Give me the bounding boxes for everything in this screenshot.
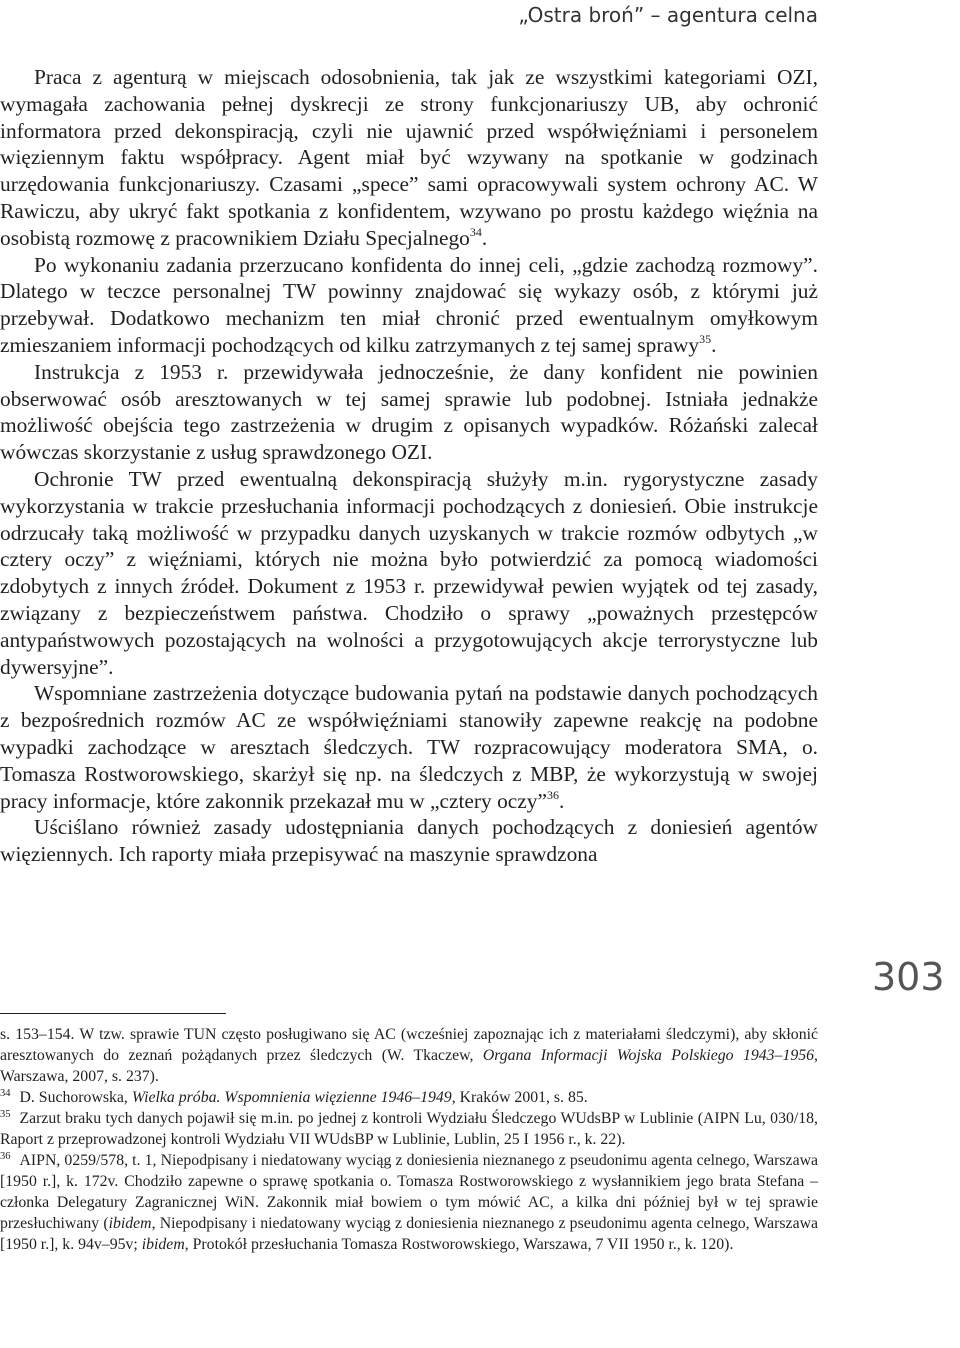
paragraph: Instrukcja z 1953 r. przewidywała jednocześnie, że dany konfident nie powinien obserwować osób aresztowanych w tej samej sprawie lub podobnej. Istniała jednakże możliwość obejścia tego zastrzeżenia w drugim z opisanych wypadków. Różański zalecał wówczas skorzystanie z usług sprawdzonego OZI. [0, 359, 818, 465]
footnote-ref[interactable]: 35 [699, 331, 712, 346]
footnote-number: 36 [0, 1151, 11, 1162]
footnote-number: 35 [0, 1109, 11, 1120]
footnote-35: $^{35}$ Zarzut braku tych danych pojawił się m.in. po jednej z kontroli Wydziału Śledczego WUdsBP w Lublinie (AIPN Lu, 030/18, Raport z przeprowadzonej kontroli Wydziału VII WUdsBP w Lublinie, Lublin, 25 I 1956 r., k. 22). [0, 1109, 818, 1148]
main-text [0, 64, 818, 868]
footnote-ref[interactable]: 34 [469, 224, 482, 239]
paragraph: Po wykonaniu zadania przerzucano konfidenta do innej celi, „gdzie zachodzą rozmowy”. Dlatego w teczce personalnej TW powinny znajdować się wykazy osób, z którymi już przebywał. Dodatkowo mechanizm ten miał chronić przed ewentualnym omyłkowym zmieszaniem informacji pochodzących od kilku zatrzymanych z tej samej sprawy$^{35}$. [0, 252, 818, 357]
footnote-number: 34 [0, 1088, 11, 1099]
footnote-36: $^{36}$ AIPN, 0259/578, t. 1, Niepodpisany i niedatowany wyciąg z doniesienia nieznanego z pseudonimu agenta celnego, Warszawa [1950 r.], k. 172v. Chodziło zapewne o sprawę spotkania o. Tomasza Rostworowskiego z wysłannikiem jego brata Stefana – członka Delegatury Zagranicznej WiN. Zakonnik miał bowiem o tym mówić AC, a kilka dni później był w tej sprawie przesłuchiwany (ibidem, Niepodpisany i niedatowany wyciąg z doniesienia nieznanego z pseudonimu agenta celnego, Warszawa [1950 r.], k. 94v–95v; ibidem, Protokół przesłuchania Tomasza Rostworowskiego, Warszawa, 7 VII 1950 r., k. 120). [0, 1151, 818, 1253]
paragraph: Wspomniane zastrzeżenia dotyczące budowania pytań na podstawie danych pochodzących z bezpośrednich rozmów AC ze współwięźniami stanowiły zapewne reakcję na podobne wypadki zachodzące w aresztach śledczych. TW rozpracowujący moderatora SMA, o. Tomasza Rostworowskiego, skarżył się np. na śledczych z MBP, że wykorzystują w swojej pracy informacje, które zakonnik przekazał mu w „cztery oczy”$^{36}$. [0, 681, 818, 813]
footnote-divider [0, 1013, 226, 1014]
paragraph: Uściślano również zasady udostępniania danych pochodzących z doniesień agentów więziennych. Ich raporty miała przepisywać na maszynie sprawdzona [0, 815, 818, 867]
footnote-ref[interactable]: 36 [546, 787, 559, 802]
footnotes [0, 1024, 818, 1255]
footnote-34: $^{34}$ D. Suchorowska, Wielka próba. Wspomnienia więzienne 1946–1949, Kraków 2001, s. 85. [0, 1088, 588, 1106]
paragraph: Ochronie TW przed ewentualną dekonspiracją służyły m.in. rygorystyczne zasady wykorzystania w trakcie przesłuchania informacji pochodzących z doniesień. Obie instrukcje odrzucały taką możliwość w przypadku danych uzyskanych w trakcie rozmów odbytych „w cztery oczy” z więźniami, których nie można było potwierdzić za pomocą wiadomości zdobytych z innych źródeł. Dokument z 1953 r. przewidywał pewien wyjątek od tej zasady, związany z bezpieczeństwem państwa. Chodziło o sprawy „poważnych przestępców antypaństwowych pozostających na wolności a przygotowujących akcje terrorystyczne lub dywersyjne”. [0, 466, 818, 679]
page-number: 303 [872, 955, 945, 999]
paragraph: Praca z agenturą w miejscach odosobnienia, tak jak ze wszystkimi kategoriami OZI, wymagała zachowania pełnej dyskrecji ze strony funkcjonariuszy UB, aby ochronić informatora przed dekonspiracją, czyli nie ujawnić przed współwięźniami i personelem więziennym faktu współpracy. Agent miał być wzywany na spotkanie w godzinach urzędowania funkcjonariuszy. Czasami „spece” sami opracowywali system ochrony AC. W Rawiczu, aby ukryć fakt spotkania z konfidentem, wzywano po prostu każdego więźnia na osobistą rozmowę z pracownikiem Działu Specjalnego$^{34}$. [0, 65, 818, 250]
footnote-continuation: s. 153–154. W tzw. sprawie TUN często posługiwano się AC (wcześniej zapoznając ich z materiałami śledczymi), aby skłonić aresztowanych do zeznań pożądanych przez śledczych (W. Tkaczew, Organa Informacji Wojska Polskiego 1943–1956, Warszawa, 2007, s. 237). [0, 1026, 818, 1085]
running-head: „Ostra broń” – agentura celna [518, 3, 818, 27]
